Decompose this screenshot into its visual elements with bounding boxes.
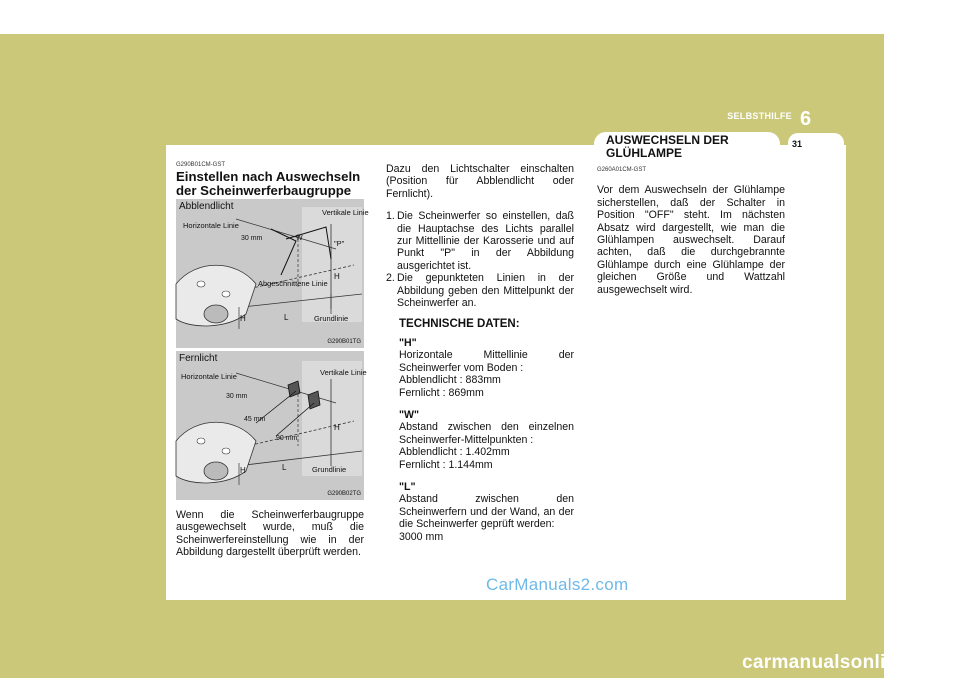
tech-line: Abstand zwischen den Scheinwerfern und der Wand, an der die Scheinwerfer geprüft werden: xyxy=(399,493,574,531)
h-left-label: H xyxy=(240,314,246,323)
list-number: 2. xyxy=(386,272,395,285)
ground-line-label: Grundlinie xyxy=(312,465,347,474)
page-number: 31 xyxy=(792,139,803,149)
intro-paragraph: Dazu den Lichtschalter einschalten (Position für Abblendlicht oder Fernlicht). xyxy=(386,163,574,200)
section-code: G260A01CM-GST xyxy=(597,167,647,173)
list-text: Die Scheinwerfer so einstellen, daß die Hauptachse des Lichts parallel zur Mittellinie der Karosserie und auf Punkt "P" in der Abbildung ausgerichtet ist. xyxy=(397,210,574,272)
middle-column xyxy=(386,163,574,543)
distance-90-label: 90 mm xyxy=(276,435,298,442)
tech-line: Horizontale Mittellinie der Scheinwerfer vom Boden : xyxy=(399,349,574,374)
tech-line: Fernlicht : 1.144mm xyxy=(399,458,493,471)
point-p-label: "P" xyxy=(334,239,345,248)
tech-line: Abblendlicht : 1.402mm xyxy=(399,446,510,459)
high-beam-diagram xyxy=(176,351,367,500)
low-beam-diagram xyxy=(176,199,369,348)
tech-key: "L" xyxy=(399,480,416,493)
w-label: W xyxy=(296,235,303,242)
tech-line: Fernlicht : 869mm xyxy=(399,386,484,399)
ground-line-label: Grundlinie xyxy=(314,314,349,323)
distance-30-label: 30 mm xyxy=(241,235,263,242)
high-beam-figure xyxy=(176,351,367,500)
l-label: L xyxy=(284,313,289,322)
tech-line: Abblendlicht : 883mm xyxy=(399,374,501,387)
h-right-label: H xyxy=(334,272,340,281)
tech-line: 3000 mm xyxy=(399,530,444,543)
l-label: L xyxy=(282,463,287,472)
low-beam-figure-code: G290B01TG xyxy=(327,339,361,345)
left-body-text: Wenn die Scheinwerferbaugruppe ausgewechselt wurde, muß die Scheinwerfereinstellung wie in der Abbildung dargestellt überprüft werden. xyxy=(176,509,364,559)
low-beam-figure xyxy=(176,199,369,348)
tech-data-title: TECHNISCHE DATEN: xyxy=(399,318,520,331)
high-beam-caption: Fernlicht xyxy=(179,353,218,364)
left-column xyxy=(176,162,364,198)
high-beam-figure-code: G290B02TG xyxy=(327,491,361,497)
vertical-line-label: Vertikale Linie xyxy=(320,368,367,377)
list-item xyxy=(386,272,574,309)
tech-line: Abstand zwischen den einzelnen Scheinwerfer-Mittelpunkten : xyxy=(399,421,574,446)
chapter-number: 6 xyxy=(800,108,812,130)
distance-30-label: 30 mm xyxy=(226,393,248,400)
right-body-text: Vor dem Auswechseln der Glühlampe sicherstellen, daß der Schalter in Position "OFF" steht. Im nächsten Absatz wird dargestellt, wie man die Glühlampen auswechselt. Darauf achten, daß die durchgebrannte Glühlampe durch eine Glühlampe der gleichen Größe und Wattzahl ausgewechselt wird. xyxy=(597,184,785,296)
right-column xyxy=(597,164,785,296)
watermark-carmanualsonline[interactable]: carmanualsonline.info xyxy=(742,652,950,673)
distance-45-label: 45 mm xyxy=(244,416,266,423)
section-heading: AUSWECHSELN DER GLÜHLAMPE xyxy=(606,133,729,160)
list-item xyxy=(386,210,574,272)
tech-key: "H" xyxy=(399,336,417,349)
low-beam-caption: Abblendlicht xyxy=(179,201,234,212)
tech-key: "W" xyxy=(399,408,420,421)
tech-entry-w xyxy=(399,409,574,471)
watermark-carmanuals2[interactable]: CarManuals2.com xyxy=(486,575,629,594)
list-number: 1. xyxy=(386,210,395,223)
horizontal-line-label: Horizontale Linie xyxy=(183,221,239,230)
section-code: G290B01CM-GST xyxy=(176,162,226,168)
section-label: SELBSTHILFE xyxy=(727,111,792,121)
h-left-label: H xyxy=(240,466,246,475)
tech-entry-l xyxy=(399,481,574,543)
list-text: Die gepunkteten Linien in der Abbildung geben den Mittelpunkt der Scheinwerfer an. xyxy=(397,272,574,310)
vertical-line-label: Vertikale Linie xyxy=(322,208,369,217)
cut-line-label: Abgeschnittene Linie xyxy=(258,279,328,288)
h-right-label: H xyxy=(334,423,340,432)
tech-entry-h xyxy=(399,337,574,399)
horizontal-line-label: Horizontale Linie xyxy=(181,372,237,381)
section-title: Einstellen nach Auswechseln der Scheinwerferbaugruppe xyxy=(176,169,361,198)
